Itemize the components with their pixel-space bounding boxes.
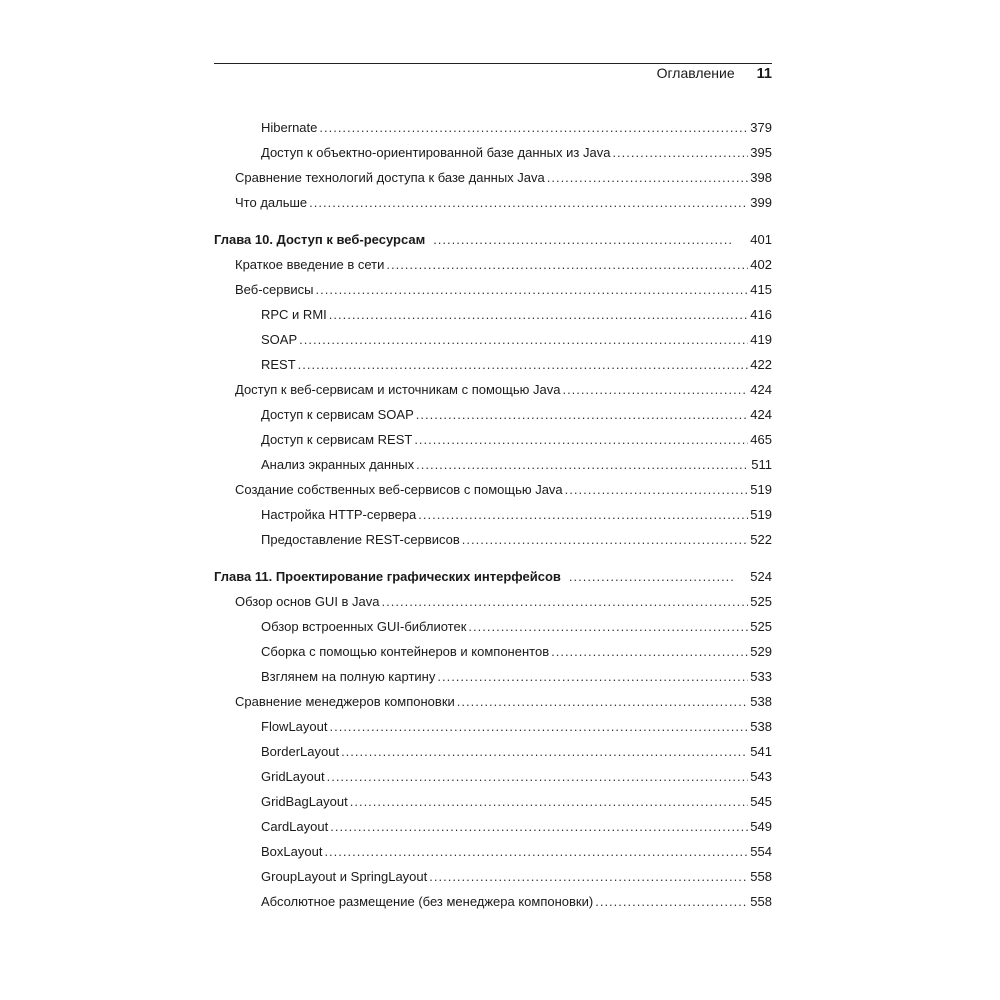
toc-entry — [214, 614, 772, 639]
toc-entry-title: Абсолютное размещение (без менеджера компоновки) — [261, 894, 594, 909]
dot-leader — [414, 427, 748, 452]
dot-leader — [316, 277, 749, 302]
toc-entry — [214, 352, 772, 377]
dot-leader — [437, 664, 748, 689]
toc-entry-title: Сравнение технологий доступа к базе данных Java — [235, 170, 545, 185]
toc-entry-page: 511 — [751, 457, 772, 472]
toc-entry-page: 525 — [750, 619, 772, 634]
toc-entry-title: SOAP — [261, 332, 298, 347]
toc-entry — [214, 115, 772, 140]
dot-leader — [327, 764, 749, 789]
toc-entry-page: 422 — [750, 357, 772, 372]
toc-entry — [214, 839, 772, 864]
dot-leader — [562, 377, 748, 402]
toc-entry — [214, 140, 772, 165]
toc-entry-page: 415 — [750, 282, 772, 297]
toc-entry — [214, 814, 772, 839]
toc-entry — [214, 714, 772, 739]
dot-leader — [612, 140, 748, 165]
table-of-contents — [214, 115, 772, 914]
toc-entry-page: 519 — [750, 507, 772, 522]
dot-leader — [386, 252, 748, 277]
dot-leader — [299, 327, 748, 352]
toc-entry-page: 549 — [750, 819, 772, 834]
dot-leader — [565, 477, 749, 502]
toc-entry — [214, 327, 772, 352]
dot-leader — [329, 714, 748, 739]
toc-entry-page: 538 — [750, 694, 772, 709]
toc-entry-page: 379 — [750, 120, 772, 135]
toc-entry — [214, 764, 772, 789]
toc-entry-title: Доступ к сервисам SOAP — [261, 407, 414, 422]
toc-entry-page: 419 — [750, 332, 772, 347]
dot-leader — [468, 614, 748, 639]
dot-leader — [341, 739, 748, 764]
toc-entry-title: Создание собственных веб-сервисов с помощью Java — [235, 482, 563, 497]
toc-entry-page: 525 — [750, 594, 772, 609]
toc-entry-page: 554 — [750, 844, 772, 859]
toc-entry — [214, 664, 772, 689]
toc-entry-title: Предоставление REST-сервисов — [261, 532, 460, 547]
toc-entry-title: Обзор встроенных GUI-библиотек — [261, 619, 467, 634]
toc-entry-title: Доступ к сервисам REST — [261, 432, 413, 447]
toc-entry-title: GridBagLayout — [261, 794, 348, 809]
dot-leader — [416, 452, 749, 477]
toc-entry — [214, 190, 772, 215]
section-gap — [214, 215, 772, 227]
dot-leader — [350, 789, 749, 814]
toc-entry — [214, 689, 772, 714]
toc-entry-page: 533 — [750, 669, 772, 684]
toc-entry-page: 558 — [750, 869, 772, 884]
toc-entry — [214, 477, 772, 502]
dot-leader — [551, 639, 748, 664]
toc-entry — [214, 639, 772, 664]
dot-leader — [324, 839, 748, 864]
dot-leader — [569, 564, 734, 589]
toc-entry-page: 395 — [750, 145, 772, 160]
toc-entry-page: 543 — [750, 769, 772, 784]
toc-entry-page: 519 — [750, 482, 772, 497]
toc-entry-title: BorderLayout — [261, 744, 340, 759]
toc-entry — [214, 377, 772, 402]
toc-entry-page: 416 — [750, 307, 772, 322]
toc-entry-page: 545 — [750, 794, 772, 809]
toc-entry-title: Сравнение менеджеров компоновки — [235, 694, 455, 709]
toc-entry-title: CardLayout — [261, 819, 329, 834]
toc-entry-page: 541 — [750, 744, 772, 759]
toc-chapter-entry — [214, 564, 772, 589]
dot-leader — [418, 502, 748, 527]
header-title: Оглавление — [656, 65, 735, 81]
section-gap — [214, 552, 772, 564]
toc-entry-page: 524 — [750, 569, 772, 584]
toc-entry-title: Глава 11. Проектирование графических интерфейсов — [214, 569, 561, 584]
toc-entry-page: 538 — [750, 719, 772, 734]
toc-entry-title: RPC и RMI — [261, 307, 327, 322]
toc-entry-page: 529 — [750, 644, 772, 659]
toc-entry — [214, 502, 772, 527]
toc-entry — [214, 302, 772, 327]
toc-entry — [214, 527, 772, 552]
toc-entry-title: Доступ к объектно-ориентированной базе данных из Java — [261, 145, 611, 160]
toc-entry-title: Взглянем на полную картину — [261, 669, 436, 684]
toc-entry-page: 398 — [750, 170, 772, 185]
toc-entry-page: 399 — [750, 195, 772, 210]
header-page-number: 11 — [756, 66, 772, 82]
toc-entry — [214, 252, 772, 277]
dot-leader — [416, 402, 749, 427]
toc-entry — [214, 165, 772, 190]
toc-entry-page: 522 — [750, 532, 772, 547]
toc-entry — [214, 864, 772, 889]
dot-leader — [298, 352, 749, 377]
dot-leader — [595, 889, 748, 914]
dot-leader — [429, 864, 748, 889]
toc-entry — [214, 589, 772, 614]
toc-entry-title: GridLayout — [261, 769, 325, 784]
toc-entry — [214, 402, 772, 427]
toc-entry-title: Анализ экранных данных — [261, 457, 415, 472]
toc-entry-page: 402 — [750, 257, 772, 272]
toc-entry-title: Веб-сервисы — [235, 282, 314, 297]
toc-entry-title: Обзор основ GUI в Java — [235, 594, 380, 609]
toc-entry-title: Доступ к веб-сервисам и источникам с помощью Java — [235, 382, 561, 397]
toc-entry — [214, 789, 772, 814]
dot-leader — [457, 689, 749, 714]
dot-leader — [319, 115, 748, 140]
toc-entry — [214, 739, 772, 764]
header-rule — [214, 63, 772, 64]
running-header — [214, 65, 772, 82]
toc-entry — [214, 427, 772, 452]
toc-chapter-entry — [214, 227, 772, 252]
toc-entry-title: Настройка HTTP-сервера — [261, 507, 417, 522]
dot-leader — [329, 302, 749, 327]
toc-entry-page: 401 — [750, 232, 772, 247]
dot-leader — [433, 227, 734, 252]
dot-leader — [547, 165, 749, 190]
toc-entry-page: 558 — [750, 894, 772, 909]
dot-leader — [309, 190, 748, 215]
toc-entry-title: Глава 10. Доступ к веб-ресурсам — [214, 232, 426, 247]
toc-entry-title: FlowLayout — [261, 719, 328, 734]
toc-entry-title: BoxLayout — [261, 844, 323, 859]
toc-entry-page: 424 — [750, 407, 772, 422]
toc-entry — [214, 452, 772, 477]
toc-entry-page: 424 — [750, 382, 772, 397]
toc-entry-page: 465 — [750, 432, 772, 447]
toc-entry-title: GroupLayout и SpringLayout — [261, 869, 428, 884]
toc-entry-title: Сборка с помощью контейнеров и компонентов — [261, 644, 550, 659]
toc-entry-title: Краткое введение в сети — [235, 257, 385, 272]
toc-entry-title: REST — [261, 357, 296, 372]
dot-leader — [382, 589, 749, 614]
dot-leader — [330, 814, 748, 839]
toc-entry-title: Hibernate — [261, 120, 318, 135]
toc-entry-title: Что дальше — [235, 195, 308, 210]
toc-entry — [214, 277, 772, 302]
toc-entry — [214, 889, 772, 914]
dot-leader — [462, 527, 749, 552]
